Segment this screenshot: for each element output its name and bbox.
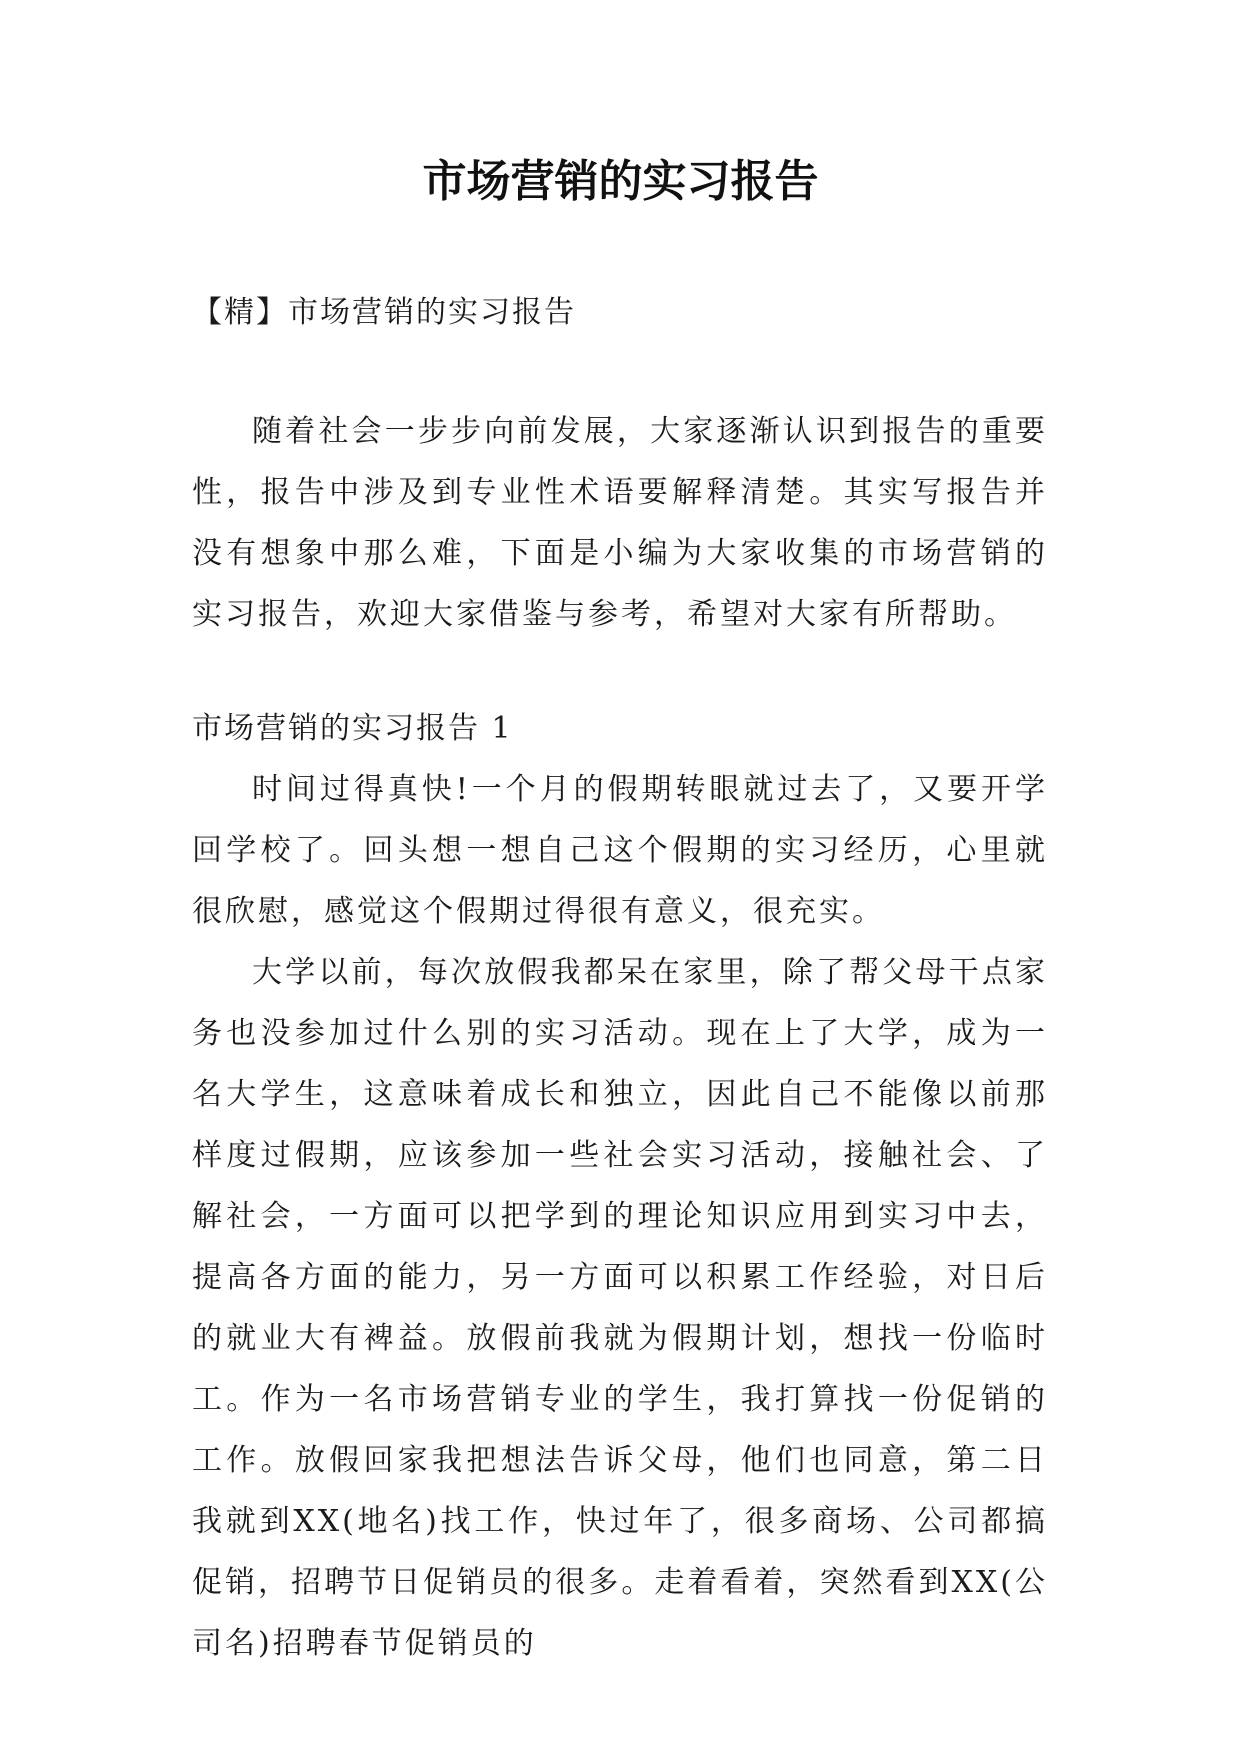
document-title: 市场营销的实习报告 [422,156,819,207]
section-block [192,698,1048,1674]
body-paragraph-1: 时间过得真快!一个月的假期转眼就过去了，又要开学回学校了。回头想一想自己这个假期的实习经历，心里就很欣慰，感觉这个假期过得很有意义，很充实。 [192,772,1048,929]
section-heading: 市场营销的实习报告 1 [192,711,513,746]
intro-paragraph: 随着社会一步步向前发展，大家逐渐认识到报告的重要性，报告中涉及到专业性术语要解释清楚。其实写报告并没有想象中那么难，下面是小编为大家收集的市场营销的实习报告，欢迎大家借鉴与参考，希望对大家有所帮助。 [192,414,1048,632]
body-paragraph-2: 大学以前，每次放假我都呆在家里，除了帮父母干点家务也没参加过什么别的实习活动。现在上了大学，成为一名大学生，这意味着成长和独立，因此自己不能像以前那样度过假期，应该参加一些社会实习活动，接触社会、了解社会，一方面可以把学到的理论知识应用到实习中去，提高各方面的能力，另一方面可以积累工作经验，对日后的就业大有裨益。放假前我就为假期计划，想找一份临时工。作为一名市场营销专业的学生，我打算找一份促销的工作。放假回家我把想法告诉父母，他们也同意，第二日我就到XX(地名)找工作，快过年了，很多商场、公司都搞促销，招聘节日促销员的很多。走着看着，突然看到XX(公司名)招聘春节促销员的 [192,955,1048,1661]
document-subtitle: 【精】市场营销的实习报告 [192,295,576,330]
intro-block [192,401,1048,645]
